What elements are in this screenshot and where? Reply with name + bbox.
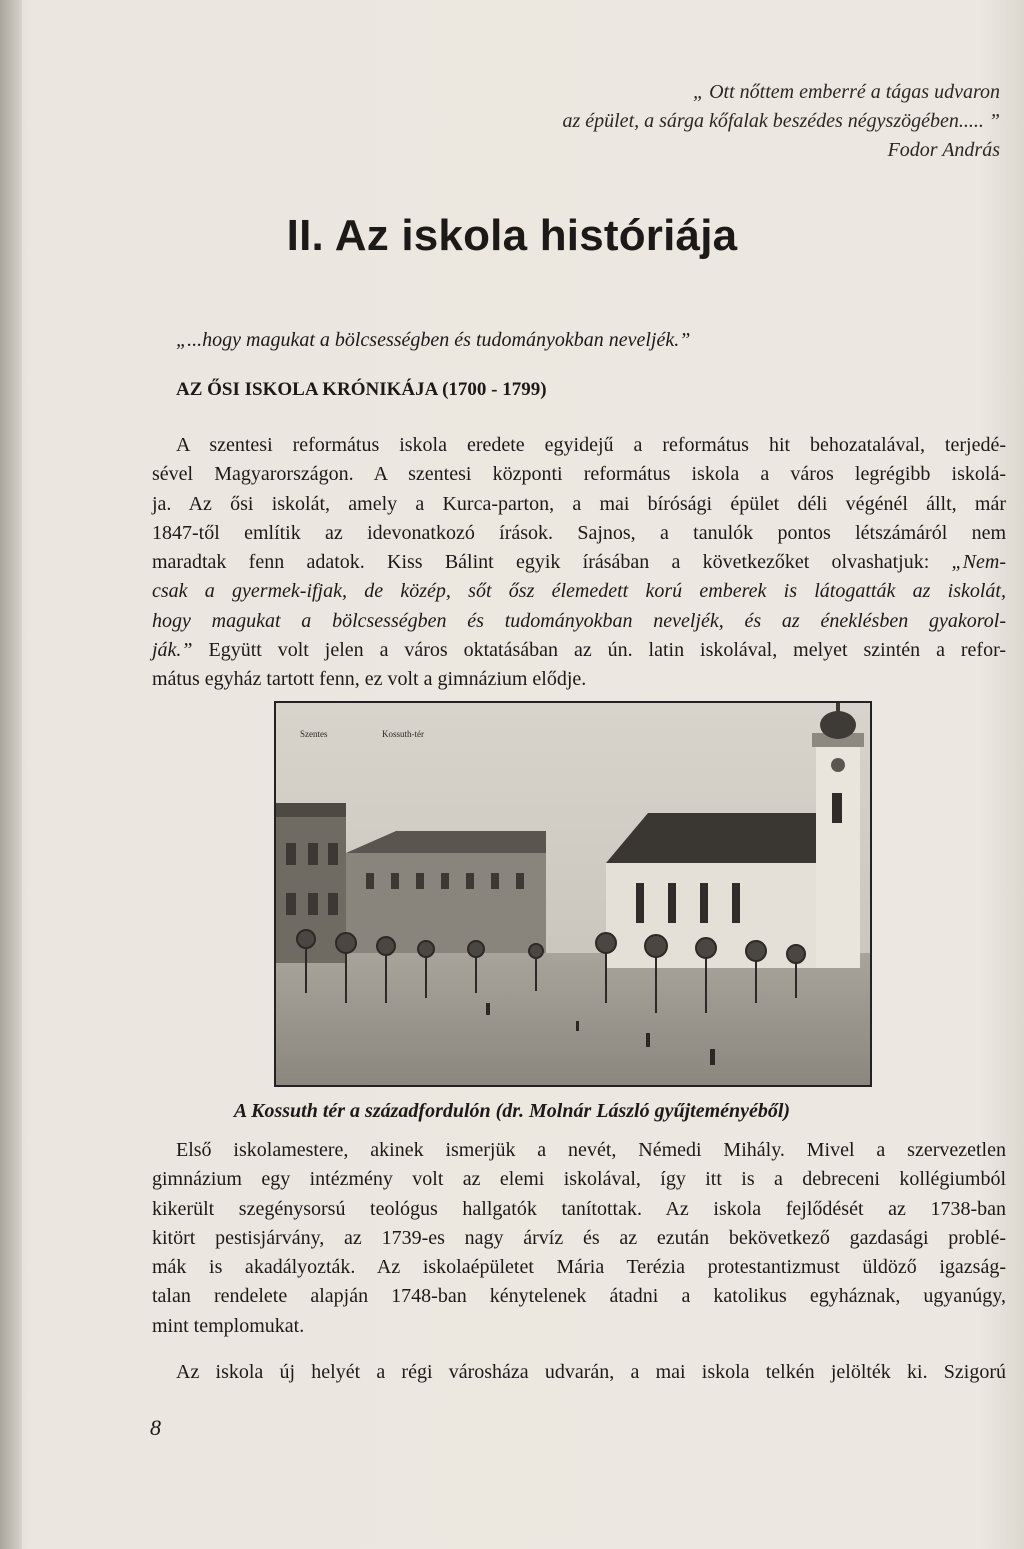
epigraph-line-1: „ Ott nőttem emberré a tágas udvaron [692, 81, 1000, 103]
historic-photo [274, 701, 872, 1087]
paragraph-1-line [152, 607, 1006, 636]
paragraph-3 [152, 1358, 1006, 1387]
chapter-title: II. Az iskola históriája [286, 211, 738, 260]
paragraph-1-line [152, 548, 1006, 577]
paragraph-1-line: mátus egyház tartott fenn, ez volt a gimnázium elődje. [152, 668, 587, 691]
section-heading: AZ ŐSI ISKOLA KRÓNIKÁJA (1700 - 1799) [176, 379, 547, 400]
epigraph [380, 78, 1000, 165]
paragraph-1-line: A szentesi református iskola eredete egyidejű a református hit behozatalával, terjedé- [176, 434, 1006, 456]
epigraph-line-2: az épület, a sárga kőfalak beszédes négyszögében..... ” [562, 110, 1000, 132]
paragraph-2-line: kikerült szegénysorsú teológus hallgatók tanítottak. Az iskola fejlődését az 1738-ban [152, 1197, 1006, 1220]
paragraph-2-line: mák is akadályozták. Az iskolaépületet Mária Terézia protestantizmust üldöző igazság- [152, 1256, 1006, 1279]
paragraph-1-quote: ják.” [152, 639, 193, 662]
paragraph-1-line: sével Magyarországon. A szentesi központi református iskola a város legrégibb iskolá- [152, 463, 1006, 486]
paragraph-1-quote: csak a gyermek-ifjak, de közép, sőt ősz élemedett korú emberek is látogatták az iskolát, [152, 580, 1006, 603]
chapter-sub-quote: „...hogy magukat a bölcsességben és tudományokban neveljék.” [176, 329, 691, 351]
paragraph-1-quote: hogy magukat a bölcsességben és tudományokban neveljék, és az éneklésben gyakorol- [152, 609, 1006, 632]
epigraph-author: Fodor András [887, 139, 1000, 161]
paragraph-1-line: 1847-től említik az idevonatkozó írások. Sajnos, a tanulók pontos létszámáról nem [152, 521, 1006, 544]
paragraph-2 [152, 1136, 1006, 1341]
paragraph-1-quote: „Nem- [951, 551, 1006, 574]
paragraph-1-text: Együtt volt jelen a város oktatásában az ún. latin iskolával, melyet szintén a refor- [192, 639, 1006, 662]
paragraph-1 [152, 431, 1006, 695]
photo-caption: A Kossuth tér a századfordulón (dr. Molnár László gyűjteményéből) [233, 1100, 791, 1122]
paragraph-2-line: talan rendelete alapján 1748-ban kénytelenek átadni a katolikus egyháznak, ugyanúgy, [152, 1285, 1006, 1308]
paragraph-1-line: ja. Az ősi iskolát, amely a Kurca-parton, a mai bírósági épület déli végénél állt, már [152, 492, 1006, 515]
paragraph-1-line [152, 577, 1006, 606]
paragraph-2-line: Első iskolamestere, akinek ismerjük a nevét, Némedi Mihály. Mivel a szervezetlen [176, 1139, 1006, 1161]
paragraph-2-line: kitört pestisjárvány, az 1739-es nagy árvíz és az ezután bekövetkező gazdasági problé- [152, 1226, 1006, 1249]
paragraph-2-line: mint templomukat. [152, 1314, 305, 1337]
page-number: 8 [150, 1415, 161, 1440]
photo-label-left: Szentes [300, 729, 328, 739]
paragraph-1-line [152, 636, 1006, 665]
paragraph-1-text: maradtak fenn adatok. Kiss Bálint egyik írásában a következőket olvashatjuk: [152, 551, 952, 574]
kossuth-square-illustration [276, 703, 870, 1085]
paragraph-2-line: gimnázium egy intézmény volt az elemi iskolával, így itt is a debreceni kollégiumból [152, 1168, 1006, 1191]
paragraph-3-line: Az iskola új helyét a régi városháza udvarán, a mai iskola telkén jelölték ki. Szigorú [176, 1361, 1006, 1383]
photo-label-right: Kossuth-tér [382, 729, 424, 739]
